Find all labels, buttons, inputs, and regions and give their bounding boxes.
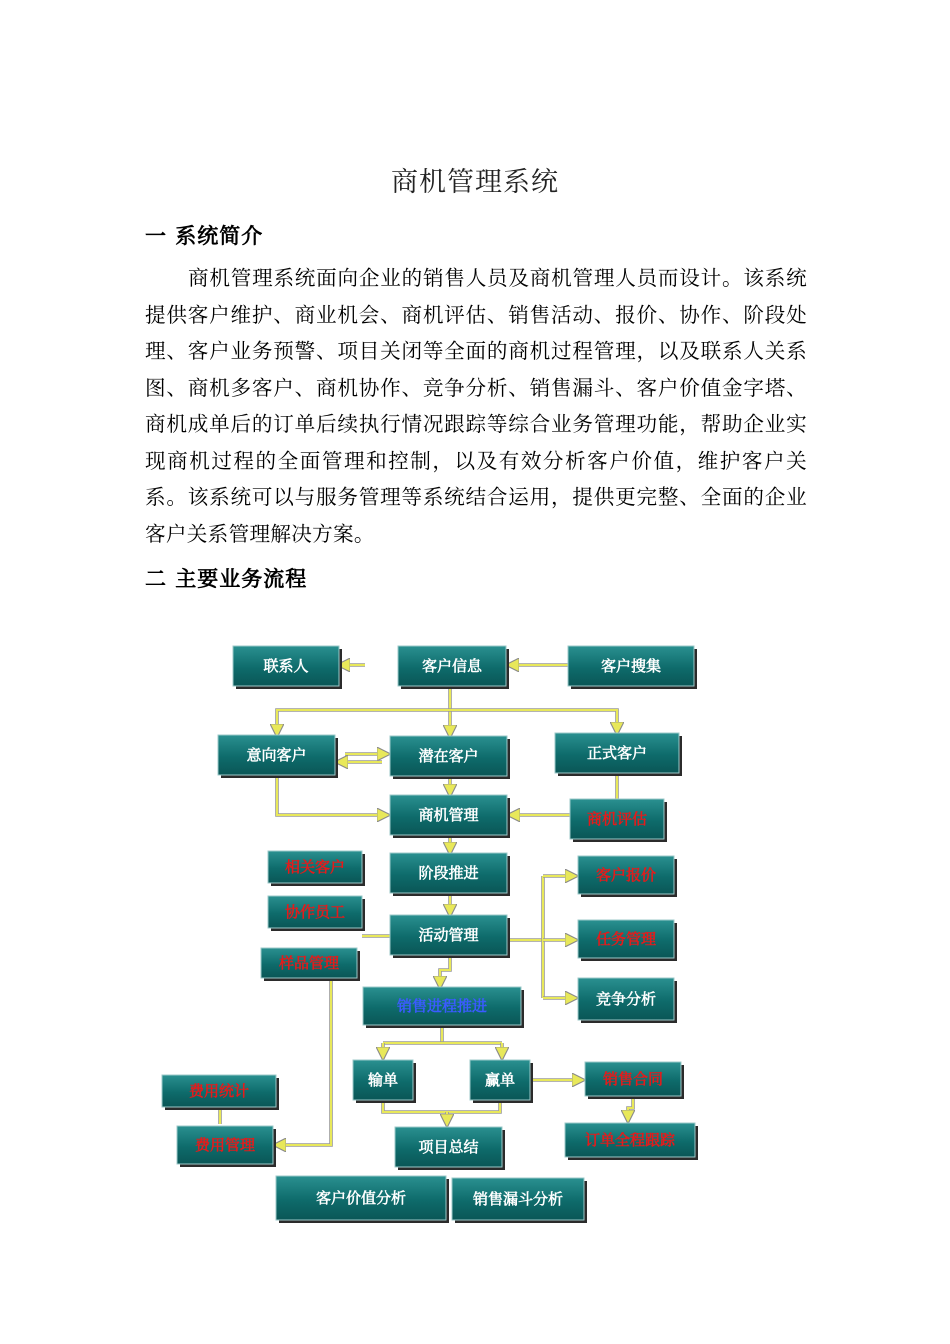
node-label: 意向客户 — [246, 746, 307, 764]
flow-arrow — [277, 710, 450, 735]
node-label: 费用管理 — [194, 1136, 256, 1154]
node-label: 费用统计 — [188, 1082, 250, 1100]
flow-node-collab-staff — [268, 896, 365, 931]
flow-node-expense-stats — [162, 1075, 279, 1110]
flow-arrow — [628, 1096, 633, 1121]
node-label: 商机管理 — [418, 806, 479, 824]
section-heading-intro: 一 系统简介 — [145, 224, 264, 248]
flow-node-customer-value — [276, 1176, 449, 1223]
flow-node-win-order — [470, 1060, 533, 1103]
node-label: 项目总结 — [418, 1138, 479, 1156]
node-label: 正式客户 — [586, 744, 648, 762]
node-label: 样品管理 — [278, 954, 340, 972]
flow-node-opportunity-eval — [570, 799, 667, 842]
node-label: 赢单 — [484, 1071, 516, 1089]
flow-node-project-summary — [395, 1127, 505, 1170]
flow-node-sales-contract — [585, 1062, 684, 1099]
node-label: 联系人 — [263, 657, 309, 675]
document-title: 商机管理系统 — [391, 167, 559, 198]
flow-node-competition-analysis — [578, 978, 677, 1023]
node-label: 销售进程推进 — [396, 997, 488, 1015]
flow-node-activity-mgmt — [390, 915, 510, 958]
flow-node-expense-mgmt — [177, 1126, 276, 1167]
flow-node-task-mgmt — [578, 920, 677, 961]
node-label: 客户报价 — [595, 866, 657, 884]
node-label: 潜在客户 — [418, 747, 479, 765]
node-label: 活动管理 — [418, 926, 479, 944]
flow-node-sample-mgmt — [261, 948, 360, 981]
node-label: 商机评估 — [586, 810, 648, 828]
node-label: 订单全程跟踪 — [584, 1131, 676, 1149]
flow-node-sales-funnel — [452, 1178, 587, 1223]
node-label: 输单 — [367, 1071, 399, 1089]
flow-node-lose-order — [353, 1060, 416, 1103]
flow-node-sales-progress — [363, 987, 524, 1028]
flow-node-potential-customer — [390, 736, 510, 779]
node-label: 任务管理 — [595, 930, 657, 948]
connector-edge-8 — [277, 775, 388, 815]
flow-arrow — [277, 775, 388, 815]
connector-edge-28 — [275, 978, 331, 1145]
flow-node-customer-quote — [578, 856, 677, 897]
flow-node-contact — [233, 646, 342, 689]
node-label: 客户搜集 — [600, 657, 662, 675]
node-label: 相关客户 — [284, 858, 346, 876]
intro-paragraph: 商机管理系统面向企业的销售人员及商机管理人员而设计。该系统提供客户维护、商业机会、商机评估、销售活动、报价、协作、阶段处理、客户业务预警、项目关闭等全面的商机过程管理，以及联系人关系图、商机多客户、商机协作、竞争分析、销售漏斗、客户价值金字塔、商机成单后的订单后续执行情况跟踪等综合业务管理功能，帮助企业实现商机过程的全面管理和控制，以及有效分析客户价值，维护客户关系。该系统可以与服务管理等系统结合运用，提供更完整、全面的企业客户关系管理解决方案。 — [145, 266, 807, 546]
node-label: 销售漏斗分析 — [472, 1190, 564, 1208]
node-label: 销售合同 — [602, 1070, 664, 1088]
flow-node-intent-customer — [218, 735, 338, 778]
node-label: 阶段推进 — [418, 864, 479, 882]
node-label: 客户价值分析 — [315, 1189, 407, 1207]
node-label: 竞争分析 — [595, 990, 657, 1008]
flow-node-formal-customer — [555, 733, 682, 776]
flow-node-stage-advance — [390, 853, 510, 896]
node-label: 客户信息 — [421, 657, 483, 675]
connector-edge-4 — [450, 710, 617, 733]
flow-node-related-customer — [268, 851, 365, 886]
node-label: 协作员工 — [284, 903, 346, 921]
flow-node-customer-search — [568, 646, 697, 689]
flow-node-customer-info — [398, 646, 509, 689]
flowchart-nodes — [162, 646, 698, 1223]
flow-node-order-tracking — [565, 1123, 698, 1160]
section-heading-process: 二 主要业务流程 — [145, 567, 308, 591]
flow-arrow — [450, 710, 617, 733]
flow-arrow — [275, 978, 331, 1145]
connector-edge-3 — [277, 710, 450, 735]
flow-node-opportunity-mgmt — [390, 795, 510, 838]
